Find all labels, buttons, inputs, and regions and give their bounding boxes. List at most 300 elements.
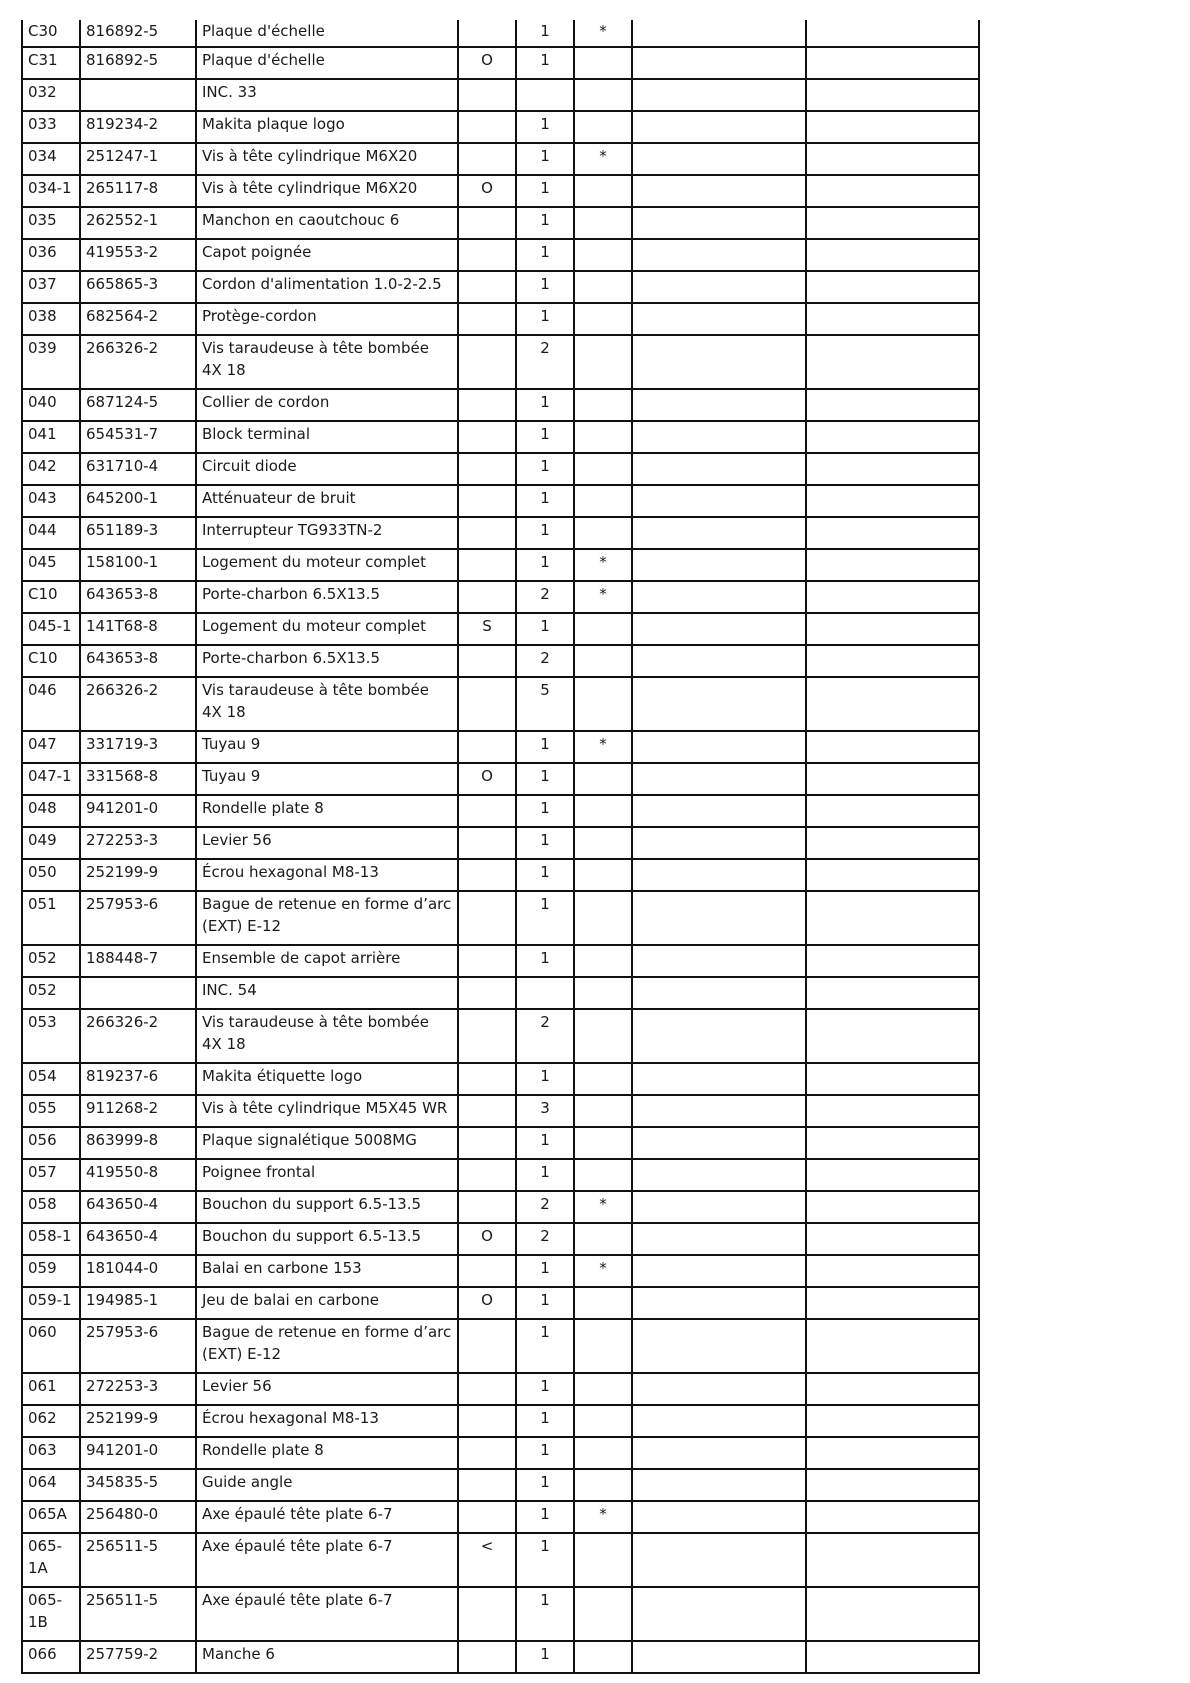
quantity-cell: 1	[516, 1501, 574, 1533]
empty-cell-b	[806, 143, 979, 175]
table-row	[22, 1255, 979, 1287]
change-mark-cell	[574, 1223, 632, 1255]
change-mark-cell	[574, 677, 632, 731]
empty-cell-a	[632, 20, 806, 47]
description-cell: Plaque signalétique 5008MG	[196, 1127, 458, 1159]
empty-cell-a	[632, 1319, 806, 1373]
note-cell	[458, 79, 516, 111]
change-mark-cell: *	[574, 731, 632, 763]
quantity-cell: 2	[516, 645, 574, 677]
description-cell: Makita plaque logo	[196, 111, 458, 143]
part-number-cell: 266326-2	[80, 335, 196, 389]
reference-number-cell: C31	[22, 47, 80, 79]
change-mark-cell	[574, 421, 632, 453]
quantity-cell: 1	[516, 1287, 574, 1319]
reference-number-cell: C10	[22, 645, 80, 677]
note-cell	[458, 1191, 516, 1223]
empty-cell-b	[806, 303, 979, 335]
empty-cell-b	[806, 1533, 979, 1587]
empty-cell-a	[632, 677, 806, 731]
note-cell	[458, 1095, 516, 1127]
reference-number-cell: 061	[22, 1373, 80, 1405]
empty-cell-a	[632, 111, 806, 143]
description-cell: Porte-charbon 6.5X13.5	[196, 581, 458, 613]
table-row	[22, 1191, 979, 1223]
part-number-cell: 643650-4	[80, 1191, 196, 1223]
note-cell: O	[458, 1223, 516, 1255]
empty-cell-a	[632, 731, 806, 763]
table-row	[22, 763, 979, 795]
quantity-cell: 1	[516, 1127, 574, 1159]
empty-cell-b	[806, 485, 979, 517]
description-cell: Logement du moteur complet	[196, 613, 458, 645]
quantity-cell: 2	[516, 1223, 574, 1255]
part-number-cell: 257953-6	[80, 891, 196, 945]
table-row	[22, 1373, 979, 1405]
description-cell: Jeu de balai en carbone	[196, 1287, 458, 1319]
note-cell	[458, 795, 516, 827]
quantity-cell: 1	[516, 1437, 574, 1469]
change-mark-cell	[574, 763, 632, 795]
reference-number-cell: 042	[22, 453, 80, 485]
table-row	[22, 1587, 979, 1641]
quantity-cell: 1	[516, 1063, 574, 1095]
empty-cell-b	[806, 1319, 979, 1373]
empty-cell-a	[632, 859, 806, 891]
reference-number-cell: 036	[22, 239, 80, 271]
part-number-cell: 266326-2	[80, 677, 196, 731]
table-row	[22, 239, 979, 271]
empty-cell-b	[806, 111, 979, 143]
change-mark-cell: *	[574, 549, 632, 581]
empty-cell-a	[632, 389, 806, 421]
note-cell	[458, 731, 516, 763]
empty-cell-a	[632, 143, 806, 175]
quantity-cell: 1	[516, 1469, 574, 1501]
empty-cell-b	[806, 79, 979, 111]
empty-cell-a	[632, 645, 806, 677]
change-mark-cell	[574, 1533, 632, 1587]
reference-number-cell: 065-1A	[22, 1533, 80, 1587]
description-cell: Vis à tête cylindrique M5X45 WR	[196, 1095, 458, 1127]
change-mark-cell	[574, 517, 632, 549]
change-mark-cell	[574, 1095, 632, 1127]
table-row	[22, 271, 979, 303]
change-mark-cell	[574, 827, 632, 859]
table-row	[22, 303, 979, 335]
change-mark-cell	[574, 453, 632, 485]
change-mark-cell: *	[574, 1501, 632, 1533]
description-cell: Rondelle plate 8	[196, 1437, 458, 1469]
part-number-cell: 682564-2	[80, 303, 196, 335]
description-cell: Protège-cordon	[196, 303, 458, 335]
part-number-cell: 158100-1	[80, 549, 196, 581]
table-row	[22, 1469, 979, 1501]
reference-number-cell: 058	[22, 1191, 80, 1223]
reference-number-cell: 066	[22, 1641, 80, 1673]
description-cell: Collier de cordon	[196, 389, 458, 421]
note-cell	[458, 1063, 516, 1095]
quantity-cell: 2	[516, 1009, 574, 1063]
reference-number-cell: 062	[22, 1405, 80, 1437]
description-cell: Bague de retenue en forme d’arc (EXT) E-12	[196, 1319, 458, 1373]
empty-cell-b	[806, 1641, 979, 1673]
quantity-cell: 1	[516, 271, 574, 303]
description-cell: Plaque d'échelle	[196, 20, 458, 47]
table-row	[22, 143, 979, 175]
note-cell	[458, 389, 516, 421]
part-number-cell: 643650-4	[80, 1223, 196, 1255]
note-cell	[458, 271, 516, 303]
quantity-cell	[516, 79, 574, 111]
note-cell	[458, 20, 516, 47]
change-mark-cell	[574, 1437, 632, 1469]
reference-number-cell: 064	[22, 1469, 80, 1501]
empty-cell-a	[632, 517, 806, 549]
description-cell: Circuit diode	[196, 453, 458, 485]
quantity-cell: 1	[516, 827, 574, 859]
quantity-cell	[516, 977, 574, 1009]
empty-cell-a	[632, 1373, 806, 1405]
reference-number-cell: 034	[22, 143, 80, 175]
empty-cell-b	[806, 1159, 979, 1191]
quantity-cell: 1	[516, 731, 574, 763]
reference-number-cell: 045	[22, 549, 80, 581]
change-mark-cell	[574, 175, 632, 207]
note-cell	[458, 143, 516, 175]
empty-cell-a	[632, 1469, 806, 1501]
empty-cell-b	[806, 1223, 979, 1255]
change-mark-cell	[574, 795, 632, 827]
table-row	[22, 827, 979, 859]
empty-cell-b	[806, 1009, 979, 1063]
reference-number-cell: 065A	[22, 1501, 80, 1533]
description-cell: Tuyau 9	[196, 731, 458, 763]
empty-cell-a	[632, 945, 806, 977]
reference-number-cell: 052	[22, 945, 80, 977]
empty-cell-a	[632, 1587, 806, 1641]
change-mark-cell	[574, 271, 632, 303]
table-row	[22, 111, 979, 143]
description-cell: Bague de retenue en forme d’arc (EXT) E-12	[196, 891, 458, 945]
empty-cell-b	[806, 1063, 979, 1095]
empty-cell-b	[806, 453, 979, 485]
reference-number-cell: 038	[22, 303, 80, 335]
empty-cell-b	[806, 731, 979, 763]
empty-cell-a	[632, 1641, 806, 1673]
quantity-cell: 1	[516, 175, 574, 207]
quantity-cell: 5	[516, 677, 574, 731]
part-number-cell: 651189-3	[80, 517, 196, 549]
part-number-cell: 665865-3	[80, 271, 196, 303]
change-mark-cell	[574, 485, 632, 517]
empty-cell-b	[806, 613, 979, 645]
empty-cell-a	[632, 421, 806, 453]
description-cell: Atténuateur de bruit	[196, 485, 458, 517]
note-cell	[458, 827, 516, 859]
note-cell	[458, 549, 516, 581]
change-mark-cell	[574, 1159, 632, 1191]
table-row	[22, 1159, 979, 1191]
reference-number-cell: 053	[22, 1009, 80, 1063]
description-cell: INC. 54	[196, 977, 458, 1009]
description-cell: INC. 33	[196, 79, 458, 111]
note-cell	[458, 677, 516, 731]
note-cell	[458, 239, 516, 271]
empty-cell-b	[806, 1469, 979, 1501]
quantity-cell: 1	[516, 549, 574, 581]
empty-cell-b	[806, 1095, 979, 1127]
table-row	[22, 645, 979, 677]
quantity-cell: 1	[516, 239, 574, 271]
change-mark-cell: *	[574, 1255, 632, 1287]
change-mark-cell	[574, 1009, 632, 1063]
note-cell	[458, 1437, 516, 1469]
quantity-cell: 1	[516, 859, 574, 891]
quantity-cell: 1	[516, 1587, 574, 1641]
table-row	[22, 421, 979, 453]
change-mark-cell	[574, 1405, 632, 1437]
note-cell: <	[458, 1533, 516, 1587]
table-row	[22, 1223, 979, 1255]
change-mark-cell: *	[574, 143, 632, 175]
reference-number-cell: 063	[22, 1437, 80, 1469]
quantity-cell: 2	[516, 581, 574, 613]
table-row	[22, 207, 979, 239]
note-cell	[458, 645, 516, 677]
empty-cell-a	[632, 891, 806, 945]
description-cell: Vis à tête cylindrique M6X20	[196, 175, 458, 207]
part-number-cell: 141T68-8	[80, 613, 196, 645]
change-mark-cell	[574, 1127, 632, 1159]
quantity-cell: 1	[516, 1533, 574, 1587]
empty-cell-b	[806, 1287, 979, 1319]
empty-cell-b	[806, 581, 979, 613]
parts-list-table	[21, 20, 980, 1674]
description-cell: Vis taraudeuse à tête bombée 4X 18	[196, 335, 458, 389]
part-number-cell: 941201-0	[80, 1437, 196, 1469]
quantity-cell: 3	[516, 1095, 574, 1127]
part-number-cell: 272253-3	[80, 827, 196, 859]
empty-cell-a	[632, 239, 806, 271]
quantity-cell: 1	[516, 945, 574, 977]
note-cell	[458, 1373, 516, 1405]
table-row	[22, 1501, 979, 1533]
reference-number-cell: 065-1B	[22, 1587, 80, 1641]
empty-cell-a	[632, 1095, 806, 1127]
reference-number-cell: 034-1	[22, 175, 80, 207]
table-row	[22, 1641, 979, 1673]
reference-number-cell: 039	[22, 335, 80, 389]
note-cell	[458, 1405, 516, 1437]
empty-cell-b	[806, 977, 979, 1009]
quantity-cell: 1	[516, 453, 574, 485]
empty-cell-a	[632, 47, 806, 79]
description-cell: Bouchon du support 6.5-13.5	[196, 1191, 458, 1223]
empty-cell-a	[632, 1159, 806, 1191]
empty-cell-b	[806, 945, 979, 977]
change-mark-cell	[574, 1641, 632, 1673]
description-cell: Manchon en caoutchouc 6	[196, 207, 458, 239]
change-mark-cell: *	[574, 1191, 632, 1223]
note-cell: O	[458, 47, 516, 79]
quantity-cell: 1	[516, 1255, 574, 1287]
table-row	[22, 1533, 979, 1587]
part-number-cell: 911268-2	[80, 1095, 196, 1127]
part-number-cell	[80, 79, 196, 111]
change-mark-cell	[574, 47, 632, 79]
part-number-cell: 262552-1	[80, 207, 196, 239]
empty-cell-a	[632, 1191, 806, 1223]
quantity-cell: 1	[516, 303, 574, 335]
reference-number-cell: 051	[22, 891, 80, 945]
note-cell	[458, 1127, 516, 1159]
empty-cell-a	[632, 485, 806, 517]
empty-cell-b	[806, 859, 979, 891]
table-row	[22, 79, 979, 111]
quantity-cell: 1	[516, 20, 574, 47]
reference-number-cell: C10	[22, 581, 80, 613]
part-number-cell: 643653-8	[80, 645, 196, 677]
part-number-cell: 265117-8	[80, 175, 196, 207]
empty-cell-a	[632, 795, 806, 827]
table-row	[22, 389, 979, 421]
empty-cell-b	[806, 47, 979, 79]
part-number-cell: 819234-2	[80, 111, 196, 143]
empty-cell-b	[806, 763, 979, 795]
empty-cell-b	[806, 795, 979, 827]
note-cell	[458, 1587, 516, 1641]
quantity-cell: 2	[516, 335, 574, 389]
part-number-cell: 941201-0	[80, 795, 196, 827]
table-row	[22, 1287, 979, 1319]
empty-cell-a	[632, 335, 806, 389]
description-cell: Axe épaulé tête plate 6-7	[196, 1533, 458, 1587]
part-number-cell: 331719-3	[80, 731, 196, 763]
empty-cell-a	[632, 1063, 806, 1095]
change-mark-cell	[574, 977, 632, 1009]
part-number-cell: 819237-6	[80, 1063, 196, 1095]
note-cell	[458, 111, 516, 143]
part-number-cell: 631710-4	[80, 453, 196, 485]
table-row	[22, 677, 979, 731]
empty-cell-a	[632, 1009, 806, 1063]
part-number-cell: 194985-1	[80, 1287, 196, 1319]
reference-number-cell: 056	[22, 1127, 80, 1159]
empty-cell-a	[632, 1255, 806, 1287]
description-cell: Axe épaulé tête plate 6-7	[196, 1501, 458, 1533]
description-cell: Manche 6	[196, 1641, 458, 1673]
description-cell: Écrou hexagonal M8-13	[196, 859, 458, 891]
empty-cell-b	[806, 645, 979, 677]
empty-cell-b	[806, 335, 979, 389]
empty-cell-b	[806, 1127, 979, 1159]
part-number-cell	[80, 977, 196, 1009]
table-row	[22, 795, 979, 827]
table-row	[22, 1405, 979, 1437]
note-cell	[458, 421, 516, 453]
note-cell	[458, 517, 516, 549]
table-row	[22, 977, 979, 1009]
note-cell: O	[458, 763, 516, 795]
description-cell: Vis taraudeuse à tête bombée 4X 18	[196, 1009, 458, 1063]
description-cell: Capot poignée	[196, 239, 458, 271]
table-row	[22, 453, 979, 485]
part-number-cell: 181044-0	[80, 1255, 196, 1287]
empty-cell-a	[632, 549, 806, 581]
reference-number-cell: 059-1	[22, 1287, 80, 1319]
empty-cell-a	[632, 207, 806, 239]
quantity-cell: 1	[516, 891, 574, 945]
reference-number-cell: 037	[22, 271, 80, 303]
quantity-cell: 1	[516, 795, 574, 827]
empty-cell-b	[806, 1405, 979, 1437]
table-row	[22, 613, 979, 645]
empty-cell-b	[806, 175, 979, 207]
change-mark-cell	[574, 645, 632, 677]
quantity-cell: 1	[516, 143, 574, 175]
empty-cell-a	[632, 175, 806, 207]
description-cell: Cordon d'alimentation 1.0-2-2.5	[196, 271, 458, 303]
note-cell	[458, 1641, 516, 1673]
description-cell: Levier 56	[196, 1373, 458, 1405]
note-cell	[458, 1469, 516, 1501]
part-number-cell: 654531-7	[80, 421, 196, 453]
empty-cell-a	[632, 1223, 806, 1255]
part-number-cell: 331568-8	[80, 763, 196, 795]
note-cell	[458, 335, 516, 389]
description-cell: Porte-charbon 6.5X13.5	[196, 645, 458, 677]
note-cell	[458, 303, 516, 335]
empty-cell-a	[632, 271, 806, 303]
change-mark-cell	[574, 111, 632, 143]
empty-cell-a	[632, 613, 806, 645]
change-mark-cell	[574, 303, 632, 335]
reference-number-cell: 048	[22, 795, 80, 827]
table-row	[22, 945, 979, 977]
reference-number-cell: 035	[22, 207, 80, 239]
quantity-cell: 1	[516, 1405, 574, 1437]
empty-cell-b	[806, 389, 979, 421]
part-number-cell: 256480-0	[80, 1501, 196, 1533]
table-row	[22, 581, 979, 613]
quantity-cell: 1	[516, 47, 574, 79]
part-number-cell: 816892-5	[80, 20, 196, 47]
table-row	[22, 175, 979, 207]
description-cell: Poignee frontal	[196, 1159, 458, 1191]
part-number-cell: 419550-8	[80, 1159, 196, 1191]
empty-cell-b	[806, 517, 979, 549]
quantity-cell: 1	[516, 763, 574, 795]
note-cell	[458, 977, 516, 1009]
reference-number-cell: 055	[22, 1095, 80, 1127]
change-mark-cell	[574, 207, 632, 239]
change-mark-cell	[574, 1469, 632, 1501]
part-number-cell: 863999-8	[80, 1127, 196, 1159]
description-cell: Makita étiquette logo	[196, 1063, 458, 1095]
reference-number-cell: C30	[22, 20, 80, 47]
table-row	[22, 1095, 979, 1127]
reference-number-cell: 057	[22, 1159, 80, 1191]
empty-cell-b	[806, 1501, 979, 1533]
change-mark-cell	[574, 859, 632, 891]
quantity-cell: 1	[516, 421, 574, 453]
description-cell: Plaque d'échelle	[196, 47, 458, 79]
empty-cell-a	[632, 977, 806, 1009]
reference-number-cell: 054	[22, 1063, 80, 1095]
note-cell	[458, 1319, 516, 1373]
reference-number-cell: 049	[22, 827, 80, 859]
